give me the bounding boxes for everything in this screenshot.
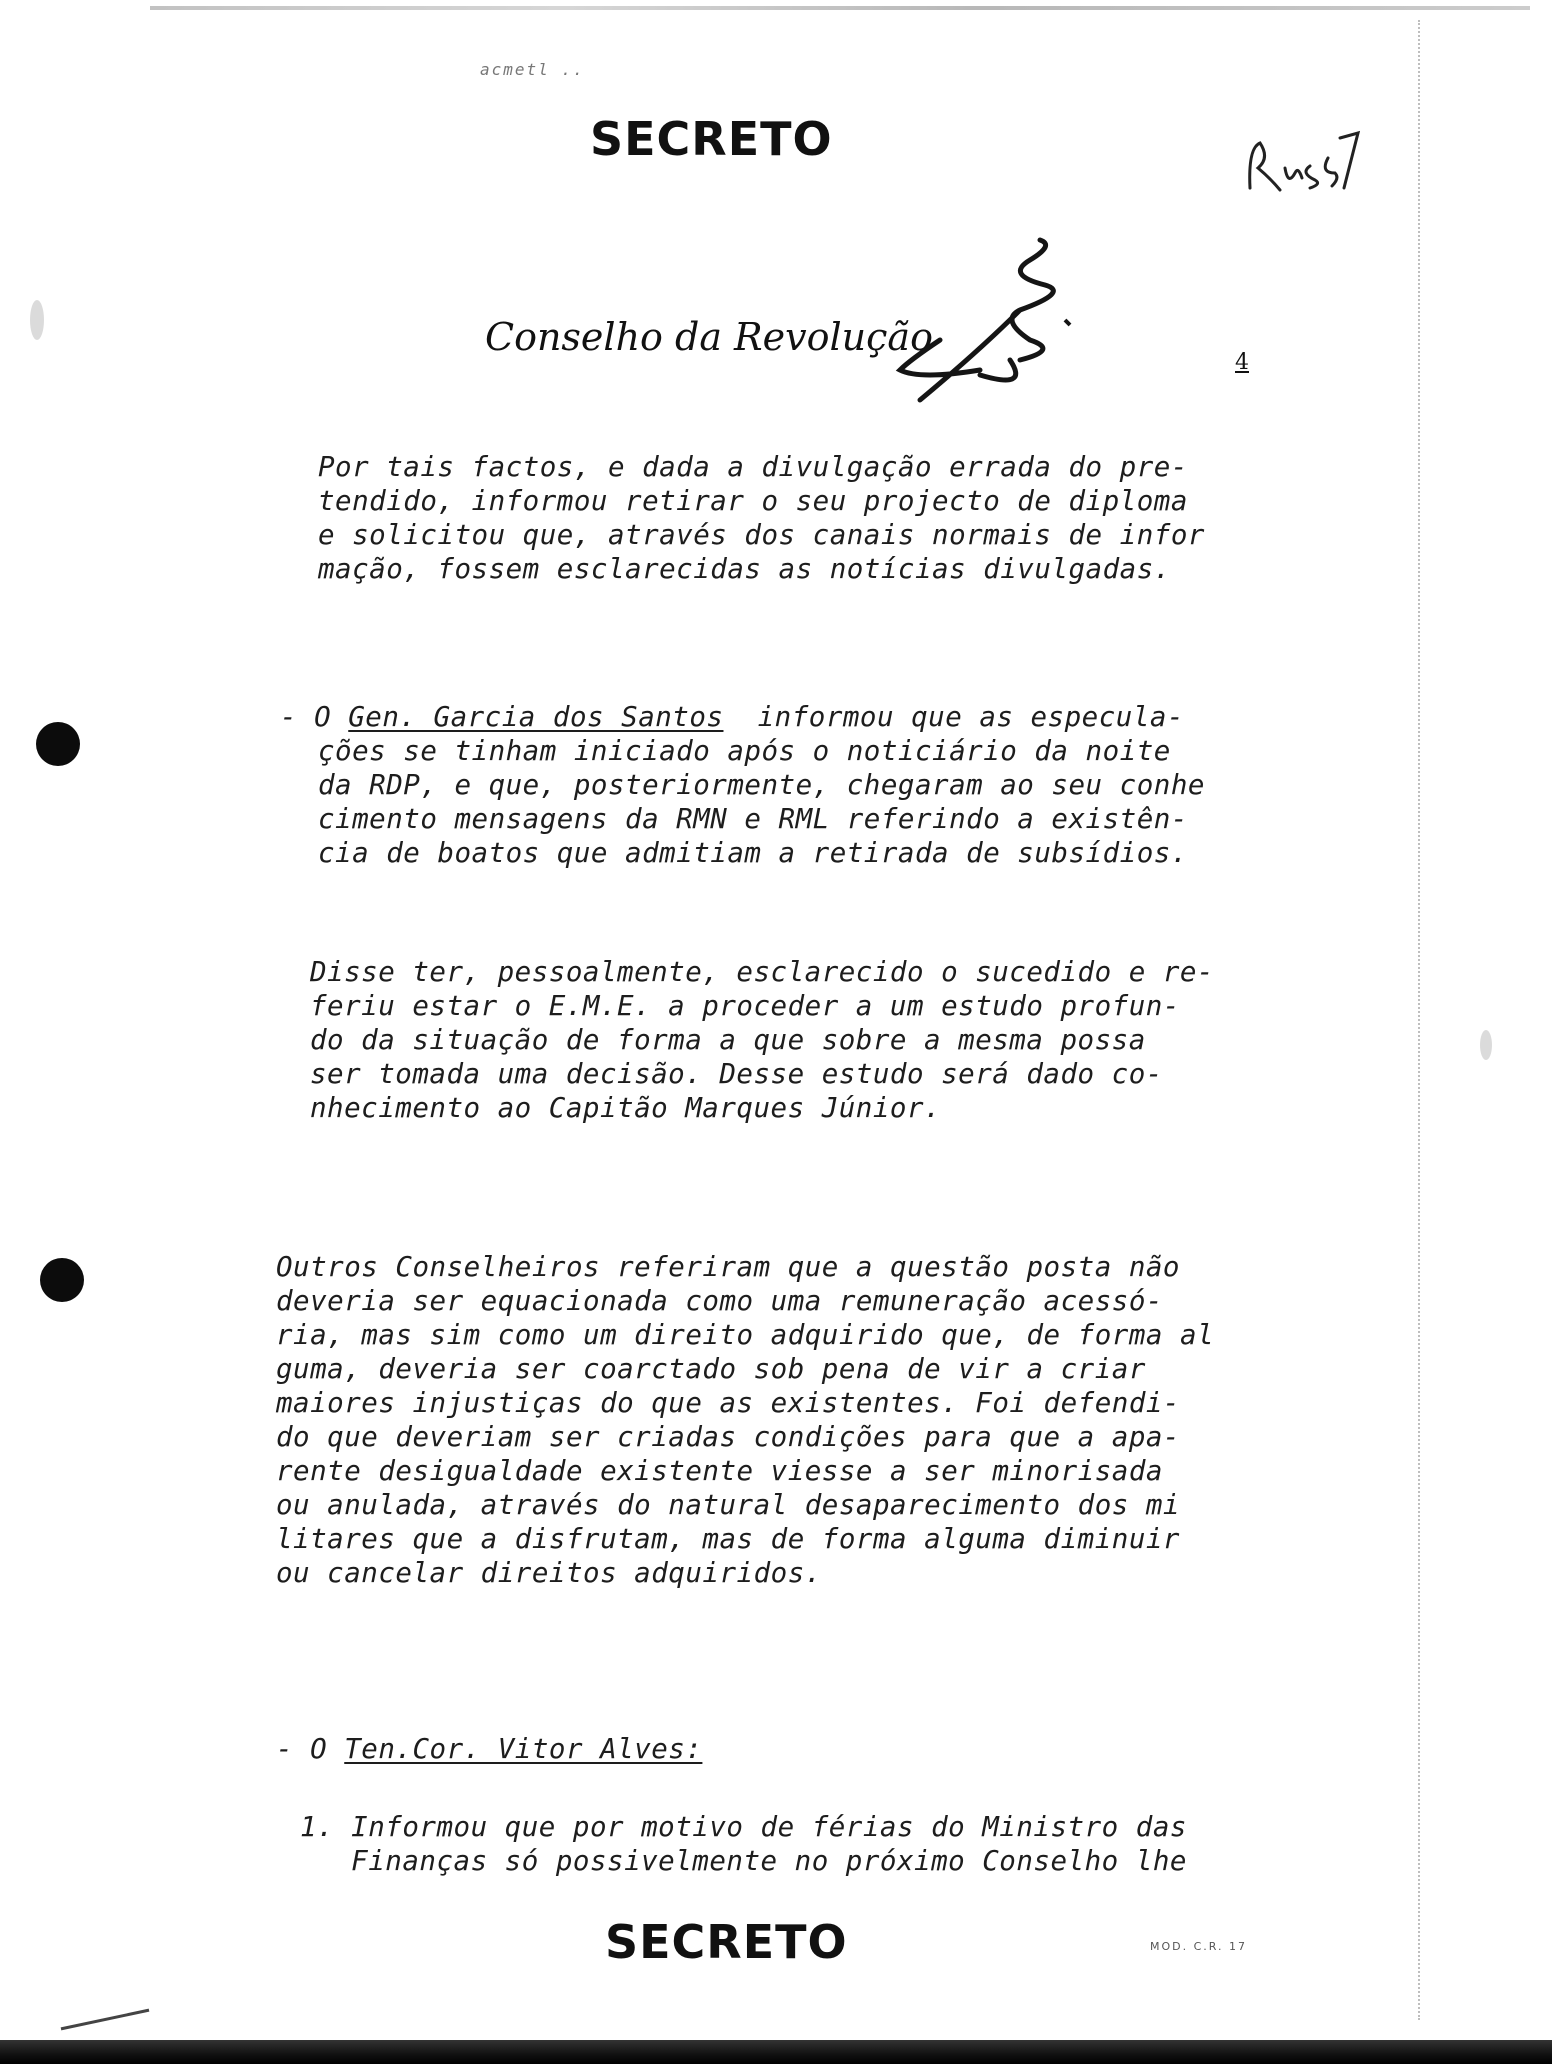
scan-mark bbox=[61, 2009, 150, 2031]
text-line: e solicitou que, através dos canais normais de infor bbox=[318, 519, 1205, 551]
text-line: litares que a disfrutam, mas de forma alguma diminuir bbox=[276, 1523, 1180, 1555]
scan-edge-right bbox=[1418, 20, 1423, 2020]
line-rest: informou que as especula- bbox=[723, 701, 1185, 733]
paragraph-outros-conselheiros bbox=[276, 1250, 1214, 1590]
text-line: mação, fossem esclarecidas as notícias divulgadas. bbox=[318, 553, 1171, 585]
text-line: nhecimento ao Capitão Marques Júnior. bbox=[310, 1092, 942, 1124]
punch-hole-lower bbox=[40, 1258, 84, 1302]
scan-edge-bottom bbox=[0, 2040, 1552, 2064]
text-line: ria, mas sim como um direito adquirido que, de forma al bbox=[276, 1319, 1215, 1351]
paragraph-vitor-alves bbox=[276, 1732, 702, 1766]
text-line: deveria ser equacionada como uma remuneração acessó- bbox=[276, 1285, 1163, 1317]
text-line: feriu estar o E.M.E. a proceder a um estudo profun- bbox=[310, 990, 1180, 1022]
text-line: tendido, informou retirar o seu projecto de diploma bbox=[318, 485, 1188, 517]
item-dash: - O bbox=[276, 1733, 345, 1765]
text-line: Disse ter, pessoalmente, esclarecido o sucedido e re- bbox=[310, 956, 1214, 988]
text-line: 1. Informou que por motivo de férias do Ministro das bbox=[300, 1811, 1187, 1843]
handwritten-initials bbox=[1240, 118, 1360, 212]
text-line: Por tais factos, e dada a divulgação errada do pre- bbox=[318, 451, 1188, 483]
text-line: rente desigualdade existente viesse a ser minorisada bbox=[276, 1455, 1163, 1487]
text-line: Outros Conselheiros referiram que a questão posta não bbox=[276, 1251, 1180, 1283]
text-line: da RDP, e que, posteriormente, chegaram ao seu conhe bbox=[318, 769, 1205, 801]
form-code: MOD. C.R. 17 bbox=[1150, 1940, 1248, 1953]
paragraph-garcia-dos-santos bbox=[280, 700, 1205, 870]
text-line: cia de boatos que admitiam a retirada de subsídios. bbox=[318, 837, 1188, 869]
text-line: Finanças só possivelmente no próximo Conselho lhe bbox=[300, 1845, 1187, 1877]
scan-smudge bbox=[1480, 1030, 1492, 1060]
signature bbox=[880, 230, 1080, 434]
speaker-name: Gen. Garcia dos Santos bbox=[348, 701, 724, 733]
text-line: cimento mensagens da RMN e RML referindo a existên- bbox=[318, 803, 1188, 835]
scan-smudge bbox=[30, 300, 44, 340]
text-line: maiores injustiças do que as existentes. Foi defendi- bbox=[276, 1387, 1180, 1419]
text-line: guma, deveria ser coarctado sob pena de vir a criar bbox=[276, 1353, 1146, 1385]
classification-stamp-top: SECRETO bbox=[590, 112, 833, 166]
classification-stamp-bottom: SECRETO bbox=[605, 1915, 848, 1969]
text-line: ou anulada, através do natural desaparecimento dos mi bbox=[276, 1489, 1180, 1521]
initials-scribble bbox=[1240, 118, 1360, 208]
text-line bbox=[280, 700, 1205, 734]
letterhead-title: Conselho da Revolução bbox=[485, 315, 933, 359]
signature-scribble bbox=[880, 230, 1080, 430]
text-line: ou cancelar direitos adquiridos. bbox=[276, 1557, 822, 1589]
text-line: do que deveriam ser criadas condições para que a apa- bbox=[276, 1421, 1180, 1453]
page-number: 4 bbox=[1235, 350, 1249, 375]
punch-hole-upper bbox=[36, 722, 80, 766]
paragraph-1 bbox=[318, 450, 1205, 586]
paragraph-3 bbox=[310, 955, 1214, 1125]
item-dash: - O bbox=[280, 701, 349, 733]
text-line: ções se tinham iniciado após o noticiário da noite bbox=[318, 735, 1171, 767]
scan-edge-top bbox=[150, 6, 1530, 10]
text-line bbox=[276, 1732, 702, 1766]
speaker-name: Ten.Cor. Vitor Alves: bbox=[344, 1733, 703, 1765]
text-line: ser tomada uma decisão. Desse estudo será dado co- bbox=[310, 1058, 1163, 1090]
faint-header-text: acmetl .. bbox=[480, 60, 585, 79]
text-line: do da situação de forma a que sobre a mesma possa bbox=[310, 1024, 1146, 1056]
numbered-item-1 bbox=[300, 1810, 1187, 1878]
